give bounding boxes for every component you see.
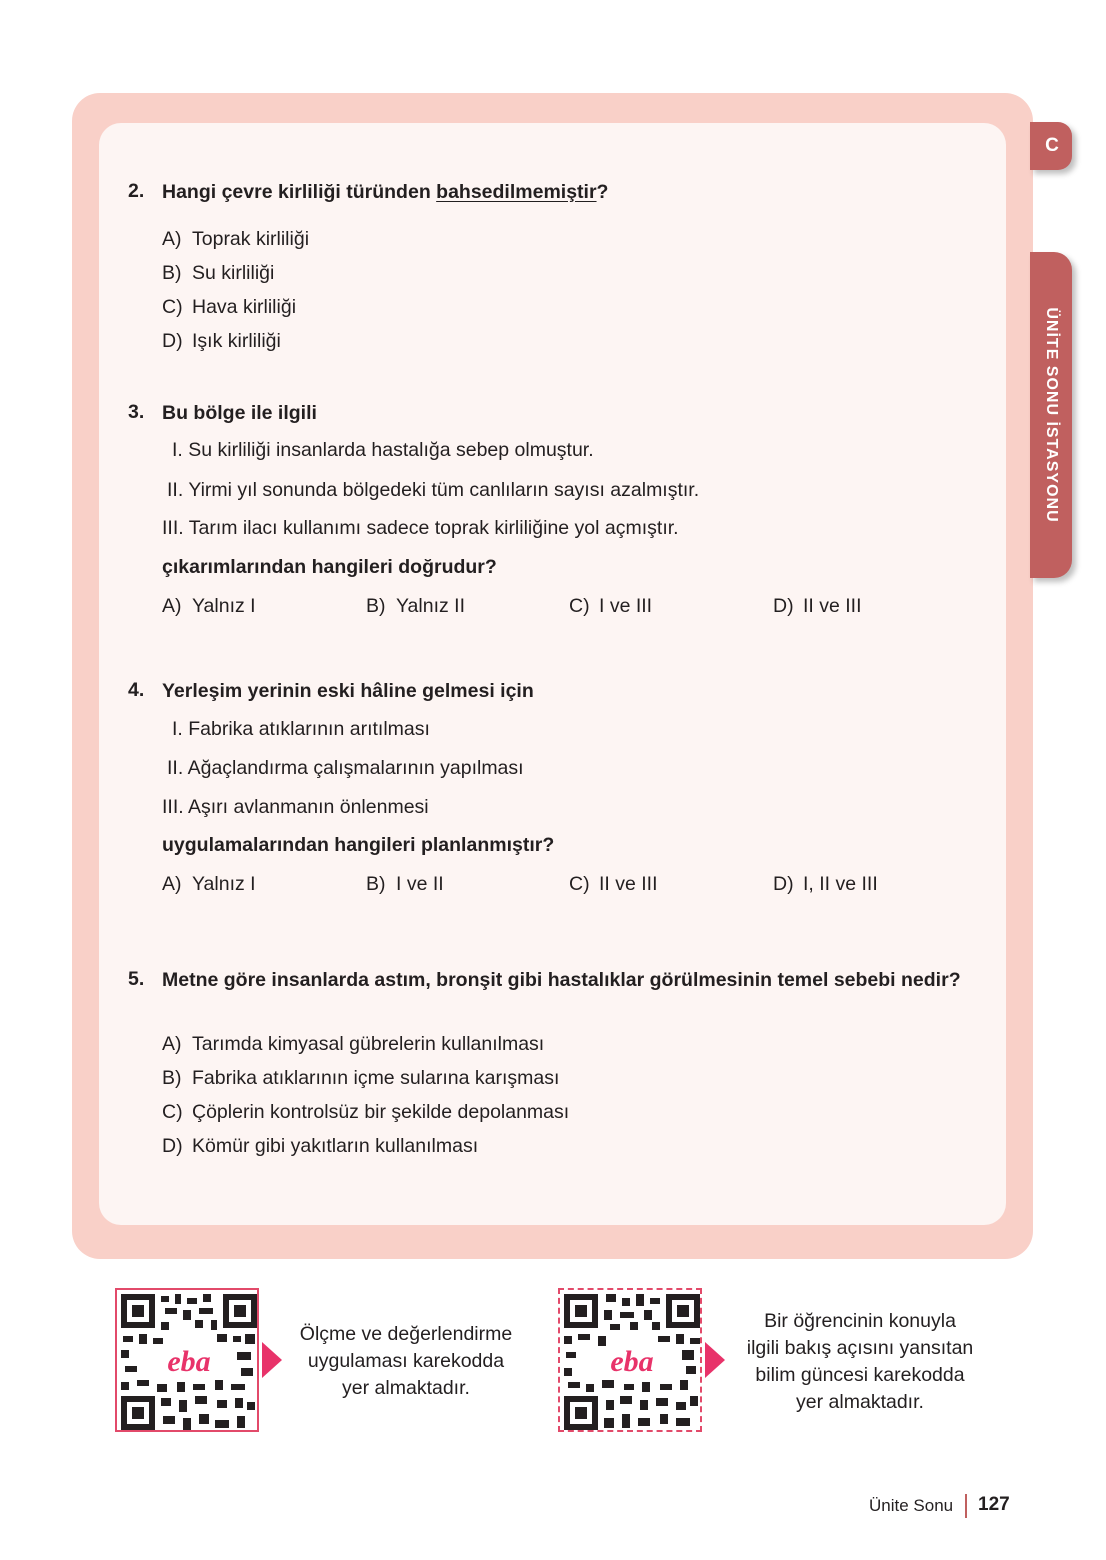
eba-logo-right: eba: [610, 1345, 654, 1378]
q3-option-a-letter: A): [162, 595, 182, 617]
q2-option-b-text: Su kirliliği: [192, 262, 275, 284]
q2-stem-suffix: ?: [596, 181, 609, 203]
q2-option-c: [162, 296, 296, 319]
q5-option-a-letter: A): [162, 1033, 182, 1055]
q5-option-c: [162, 1101, 569, 1124]
q3-option-c-letter: C): [569, 595, 590, 617]
qr-right-caption-line: ilgili bakış açısını yansıtan: [746, 1337, 974, 1359]
q5-option-c-text: Çöplerin kontrolsüz bir şekilde depolanması: [192, 1101, 570, 1123]
page-number: 127: [978, 1494, 1010, 1515]
q5-number: 5.: [128, 968, 145, 990]
q4-option-d-letter: D): [773, 873, 794, 895]
q4-stem: Yerleşim yerinin eski hâline gelmesi için: [162, 680, 534, 702]
q3-question: çıkarımlarından hangileri doğrudur?: [162, 556, 497, 578]
unit-tab-label: ÜNİTE SONU İSTASYONU: [1043, 307, 1060, 523]
q2-option-d-letter: D): [162, 330, 183, 352]
qr-right-caption-line: yer almaktadır.: [796, 1391, 924, 1413]
qr-left-caption-line: yer almaktadır.: [342, 1377, 470, 1399]
eba-logo-left: eba: [167, 1345, 211, 1378]
q4-option-c-text: II ve III: [599, 873, 658, 895]
q3-option-b: [366, 595, 465, 618]
q2-stem: [162, 180, 992, 205]
q4-option-a-text: Yalnız I: [192, 873, 256, 895]
q3-option-d-text: II ve III: [803, 595, 862, 617]
q5-option-b-letter: B): [162, 1067, 182, 1089]
qr-left-caption: [276, 1321, 536, 1402]
q4-option-b-letter: B): [366, 873, 386, 895]
q3-option-b-text: Yalnız II: [396, 595, 466, 617]
q5-option-d-letter: D): [162, 1135, 183, 1157]
q2-option-c-letter: C): [162, 296, 183, 318]
q2-option-b: [162, 262, 274, 285]
q4-option-a: [162, 873, 256, 896]
q4-question: uygulamalarından hangileri planlanmıştır?: [162, 834, 555, 856]
arrow-right-icon: [705, 1342, 725, 1378]
q2-stem-prefix: Hangi çevre kirliliği türünden: [162, 181, 437, 203]
qr-code-right[interactable]: [558, 1288, 702, 1432]
q3-option-c: [569, 595, 652, 618]
q4-option-a-letter: A): [162, 873, 182, 895]
q5-option-a: [162, 1033, 544, 1056]
q5-option-d: [162, 1135, 478, 1158]
q4-option-b: [366, 873, 444, 896]
q5-stem: Metne göre insanlarda astım, bronşit gibi hastalıklar görülmesinin temel sebebi nedir?: [162, 969, 961, 991]
qr-pattern-right: [564, 1294, 700, 1430]
q3-number: 3.: [128, 401, 145, 423]
q4-option-c-letter: C): [569, 873, 590, 895]
unit-tab: [1030, 252, 1072, 578]
q2-option-a: [162, 228, 309, 251]
q4-number: 4.: [128, 679, 145, 701]
q5-option-d-text: Kömür gibi yakıtların kullanılması: [192, 1135, 479, 1157]
q3-option-d: [773, 595, 862, 618]
q4-option-c: [569, 873, 658, 896]
q3-statement-3: III. Tarım ilacı kullanımı sadece toprak kirliliğine yol açmıştır.: [162, 517, 679, 539]
q2-number: 2.: [128, 180, 145, 202]
q4-statement-2: II. Ağaçlandırma çalışmalarının yapılması: [167, 757, 524, 779]
q4-option-d: [773, 873, 878, 896]
q3-option-a: [162, 595, 256, 618]
q3-statement-1: I. Su kirliliği insanlarda hastalığa sebep olmuştur.: [172, 439, 594, 461]
q3-stem: Bu bölge ile ilgili: [162, 402, 317, 424]
q4-option-b-text: I ve II: [396, 873, 444, 895]
footer-divider: [965, 1494, 967, 1518]
qr-right-caption-line: bilim güncesi karekodda: [755, 1364, 965, 1386]
qr-left-caption-line: uygulaması karekodda: [307, 1350, 505, 1372]
q4-statement-1: I. Fabrika atıklarının arıtılması: [172, 718, 430, 740]
q5-option-c-letter: C): [162, 1101, 183, 1123]
q2-option-d-text: Işık kirliliği: [192, 330, 281, 352]
q3-statement-2: II. Yirmi yıl sonunda bölgedeki tüm canlıların sayısı azalmıştır.: [167, 479, 700, 501]
q5-option-a-text: Tarımda kimyasal gübrelerin kullanılması: [192, 1033, 545, 1055]
q2-option-a-text: Toprak kirliliği: [192, 228, 310, 250]
q3-option-a-text: Yalnız I: [192, 595, 256, 617]
q3-option-c-text: I ve III: [599, 595, 653, 617]
q3-option-b-letter: B): [366, 595, 386, 617]
qr-code-left[interactable]: [115, 1288, 259, 1432]
q2-stem-emphasis: bahsedilmemiştir: [436, 181, 597, 203]
q5-option-b-text: Fabrika atıklarının içme sularına karışması: [192, 1067, 560, 1089]
q2-option-b-letter: B): [162, 262, 182, 284]
qr-right-caption: [725, 1308, 995, 1416]
question-panel: [99, 123, 1006, 1225]
q2-option-a-letter: A): [162, 228, 182, 250]
qr-right-caption-line: Bir öğrencinin konuyla: [764, 1310, 956, 1332]
q2-option-d: [162, 330, 281, 353]
q5-option-b: [162, 1067, 559, 1090]
qr-left-caption-line: Ölçme ve değerlendirme: [299, 1323, 513, 1345]
q2-option-c-text: Hava kirliliği: [192, 296, 297, 318]
q4-statement-3: III. Aşırı avlanmanın önlenmesi: [162, 796, 429, 818]
q4-option-d-text: I, II ve III: [803, 873, 878, 895]
section-tab: C: [1030, 122, 1072, 170]
qr-pattern-left: [121, 1294, 257, 1430]
q3-option-d-letter: D): [773, 595, 794, 617]
footer-section-label: Ünite Sonu: [869, 1496, 954, 1515]
